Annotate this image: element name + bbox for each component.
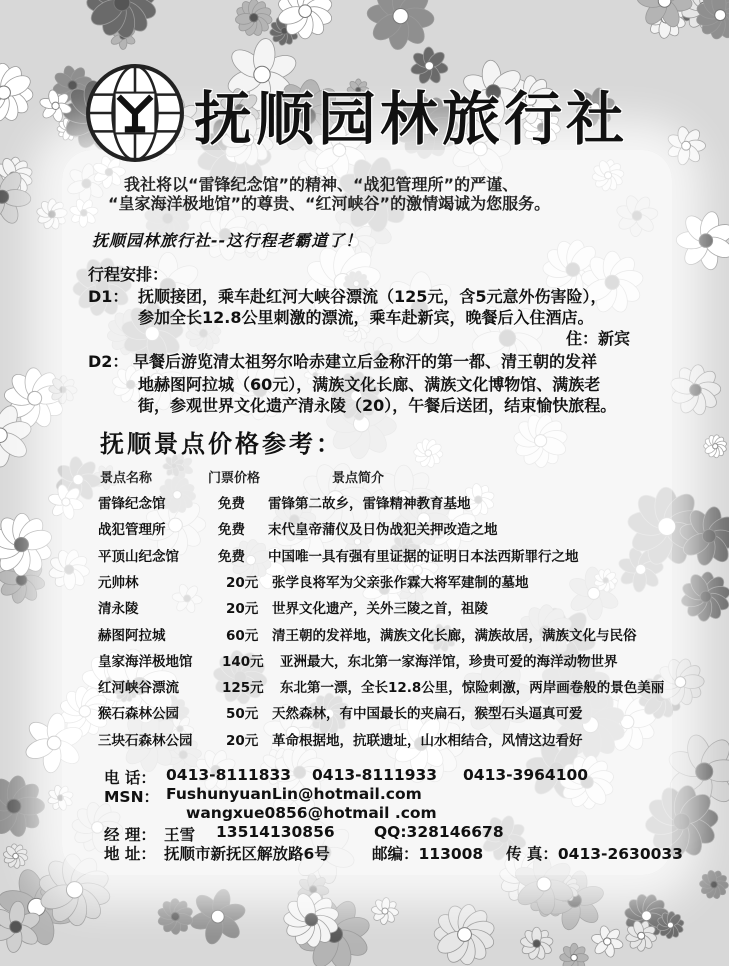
price-row-price: 50元	[226, 706, 259, 723]
price-row-desc: 中国唯一具有强有里证据的证明日本法西斯罪行之地	[268, 548, 579, 565]
price-row-price: 免费	[218, 496, 245, 512]
price-row-desc: 张学良将军为父亲张作霖大将军建制的墓地	[272, 574, 529, 591]
price-row-desc: 亚洲最大，东北第一家海洋馆，珍贵可爱的海洋动物世界	[280, 653, 618, 670]
price-row-name: 赫图阿拉城	[98, 627, 166, 644]
manager-label: 经 理：	[104, 826, 156, 844]
price-row-price: 免费	[218, 548, 245, 565]
price-row-price: 140元	[222, 653, 264, 670]
flower-decoration	[0, 775, 45, 838]
day2-line-3: 街，参观世界文化遗产清永陵（20），午餐后送团，结束愉快旅程。	[138, 396, 617, 415]
price-row-name: 皇家海洋极地馆	[98, 653, 193, 670]
col-header-price: 门票价格	[208, 471, 261, 486]
postcode: 邮编：113008	[372, 845, 484, 863]
price-row-name: 元帅林	[98, 574, 139, 591]
itinerary-heading: 行程安排：	[88, 265, 169, 284]
flower-decoration	[699, 870, 728, 900]
intro-line-2: “皇家海洋极地馆”的尊贵、“红河峡谷”的激情竭诚为您服务。	[108, 194, 551, 213]
msn-address-2: wangxue0856@hotmail .com	[186, 804, 437, 822]
price-row-desc: 末代皇帝蒲仪及日伪战犯关押改造之地	[268, 522, 498, 539]
flower-decoration	[680, 571, 729, 622]
address-value: 抚顺市新抚区解放路6号	[164, 845, 330, 863]
price-row-name: 红河峡谷漂流	[98, 680, 179, 697]
flower-decoration	[560, 943, 589, 966]
phone-3: 0413-3964100	[463, 766, 589, 784]
flower-decoration	[676, 210, 729, 272]
day1-stay: 住：新宾	[566, 329, 631, 348]
flower-decoration	[189, 887, 247, 945]
price-row-desc: 天然森林，有中国最长的夹扁石，猴型石头逼真可爱	[272, 706, 583, 723]
price-row-price: 20元	[226, 574, 259, 591]
price-row-desc: 东北第一漂，全长12.8公里，惊险刺激，两岸画卷般的景色美丽	[280, 680, 665, 697]
flower-decoration	[666, 126, 705, 166]
globe-y-logo-icon	[84, 62, 186, 164]
phone-2: 0413-8111933	[312, 766, 438, 784]
slogan: 抚顺园林旅行社--这行程老霸道了！	[92, 231, 363, 250]
flower-decoration	[591, 925, 624, 958]
manager-name: 王雪	[164, 826, 196, 844]
manager-phone: 13514130856	[216, 823, 335, 841]
flower-decoration	[434, 903, 496, 966]
flower-decoration	[0, 63, 34, 123]
msn-label: MSN：	[104, 788, 160, 806]
day1-line-2: 参加全长12.8公里刺激的漂流，乘车赴新宾，晚餐后入住酒店。	[138, 308, 594, 327]
qq-number: QQ:328146678	[374, 823, 504, 841]
agency-title: 抚顺园林旅行社	[194, 85, 629, 153]
phone-1: 0413-8111833	[166, 766, 292, 784]
price-row-name: 三块石森林公园	[98, 732, 193, 749]
day1-label: D1：	[88, 287, 129, 306]
price-row-name: 雷锋纪念馆	[98, 496, 166, 512]
price-row-desc: 雷锋第二故乡，雷锋精神教育基地	[268, 496, 471, 512]
address-label: 地 址：	[104, 845, 156, 863]
flower-decoration	[3, 843, 29, 868]
price-row-desc: 世界文化遗产，关外三陵之首，祖陵	[272, 601, 488, 618]
flower-decoration	[520, 927, 554, 961]
price-row-price: 60元	[226, 627, 259, 644]
flower-decoration	[695, 0, 729, 40]
price-row-price: 免费	[218, 522, 245, 539]
price-row-desc: 革命根据地，抗联遗址，山水相结合，风情这边看好	[272, 732, 583, 749]
price-heading: 抚顺景点价格参考：	[100, 430, 343, 458]
flower-decoration	[0, 513, 54, 576]
flower-decoration	[366, 0, 435, 50]
msn-address-1: FushunyuanLin@hotmail.com	[166, 785, 422, 803]
price-row-name: 清永陵	[98, 601, 139, 618]
price-row-desc: 清王朝的发祥地，满族文化长廊，满族故居，满族文化与民俗	[272, 627, 637, 644]
day2-line-1: 早餐后游览清太祖努尔哈赤建立后金称汗的第一都、清王朝的发祥	[133, 352, 598, 371]
intro-line-1: 我社将以“雷锋纪念馆”的精神、“战犯管理所”的严谨、	[124, 175, 519, 194]
col-header-desc: 景点简介	[332, 471, 385, 486]
day2-line-2: 地赫图阿拉城（60元），满族文化长廊、满族文化博物馆、满族老	[138, 375, 601, 394]
price-row-price: 125元	[222, 680, 264, 697]
price-row-name: 平顶山纪念馆	[98, 548, 179, 565]
price-row-price: 20元	[226, 732, 259, 749]
day1-line-1: 抚顺接团，乘车赴红河大峡谷漂流（125元，含5元意外伤害险），	[138, 287, 607, 306]
col-header-name: 景点名称	[100, 471, 153, 486]
flower-decoration	[704, 434, 728, 458]
flower-decoration	[371, 897, 399, 925]
flower-decoration	[87, 0, 159, 39]
price-row-name: 战犯管理所	[98, 522, 166, 539]
price-row-price: 20元	[226, 601, 259, 618]
price-row-name: 猴石森林公园	[98, 706, 179, 723]
flower-decoration	[235, 0, 273, 37]
fax: 传 真：0413-2630033	[506, 845, 683, 863]
flower-decoration	[669, 364, 721, 416]
phone-label: 电 话：	[104, 769, 156, 787]
flower-decoration	[157, 898, 194, 934]
day2-label: D2：	[88, 352, 129, 371]
